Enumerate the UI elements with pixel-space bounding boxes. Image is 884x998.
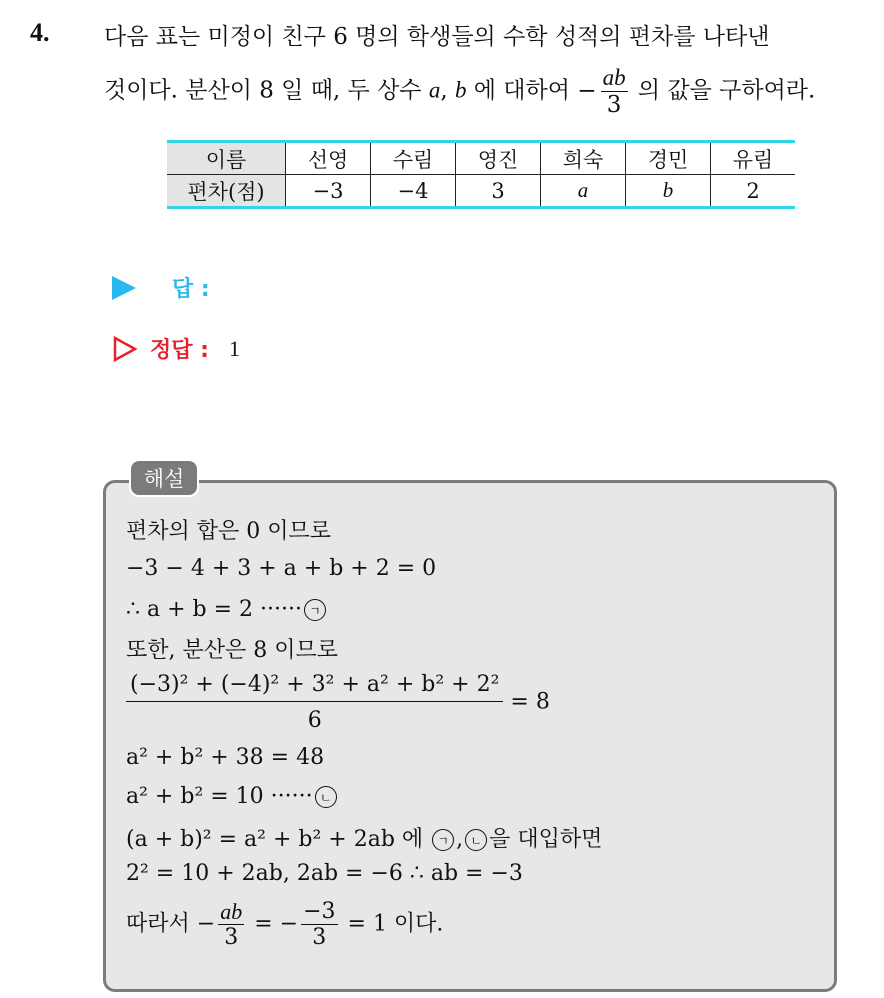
var-a: a xyxy=(428,77,441,103)
question-line-2-pre: 것이다. 분산이 8 일 때, 두 상수 xyxy=(104,77,422,104)
explanation-line-4: 또한, 분산은 8 이므로 xyxy=(126,638,338,663)
ab-over-3-fraction xyxy=(601,66,628,117)
explanation-tag: 해설 xyxy=(129,459,199,497)
circled-label-1: ㄱ xyxy=(304,599,326,621)
circled-label-1-ref: ㄱ xyxy=(432,829,454,851)
question-line-2-mid: 에 대하여 xyxy=(473,77,570,104)
line-10-minus: − xyxy=(196,911,216,937)
variance-rhs: = 8 xyxy=(510,689,550,715)
header-label: 이름 xyxy=(167,142,286,175)
correct-answer-row xyxy=(112,333,240,364)
line-8-pre: (a + b)² = a² + b² + 2ab 에 xyxy=(126,827,424,852)
deviation-cell: b xyxy=(626,175,711,208)
question-number: 4. xyxy=(30,18,50,47)
outline-triangle-icon xyxy=(112,336,138,362)
question-line-2-post: 의 값을 구하여라. xyxy=(637,77,816,104)
line-10-pre: 따라서 xyxy=(126,911,190,937)
explanation-line-6: a² + b² + 38 = 48 xyxy=(126,745,325,770)
name-cell: 경민 xyxy=(626,142,711,175)
line-3-text: ∴ a + b = 2 ······ xyxy=(126,597,302,622)
neg3-over-3-fraction xyxy=(301,900,337,949)
line-10-equals: = xyxy=(254,911,273,937)
value-label: 편차(점) xyxy=(167,175,286,208)
fraction-1-denominator: 3 xyxy=(224,925,239,951)
name-cell: 선영 xyxy=(286,142,371,175)
answer-label: 답 : xyxy=(172,277,210,302)
correct-answer-value: 1 xyxy=(228,335,240,361)
question-line-1: 다음 표는 미정이 친구 6 명의 학생들의 수학 성적의 편차를 나타낸 xyxy=(104,24,770,50)
filled-triangle-icon xyxy=(112,276,136,300)
deviation-cell: −4 xyxy=(371,175,456,208)
correct-answer-label: 정답 : xyxy=(150,338,209,363)
deviation-cell: −3 xyxy=(286,175,371,208)
fraction-denominator: 3 xyxy=(606,92,622,119)
line-7-text: a² + b² = 10 ······ xyxy=(126,784,313,809)
name-cell: 유림 xyxy=(711,142,796,175)
explanation-line-9: 2² = 10 + 2ab, 2ab = −6 ∴ ab = −3 xyxy=(126,861,523,886)
name-cell: 영진 xyxy=(456,142,541,175)
variance-fraction xyxy=(126,672,503,733)
explanation-line-1: 편차의 합은 0 이므로 xyxy=(126,519,331,544)
explanation-line-8: (a + b)² = a² + b² + 2ab 에 ㄱ , ㄴ 을 대입하면 xyxy=(126,827,603,852)
explanation-line-7 xyxy=(126,784,339,809)
name-cell: 수림 xyxy=(371,142,456,175)
explanation-line-3 xyxy=(126,597,328,622)
deviation-row xyxy=(167,175,795,208)
variance-denominator: 6 xyxy=(307,708,322,733)
minus-sign: − xyxy=(577,77,597,104)
deviation-cell: 2 xyxy=(711,175,796,208)
line-8-post: 을 대입하면 xyxy=(489,827,603,852)
ab-over-3-fraction-2 xyxy=(218,900,244,949)
deviation-cell: a xyxy=(541,175,626,208)
explanation-line-5 xyxy=(126,672,550,733)
fraction-2-denominator: 3 xyxy=(312,925,327,951)
explanation-line-10: 따라서 − $\frac{ab}{3}$ = − $\frac{-3}{3}$ = 1 이다. xyxy=(126,899,444,951)
explanation-line-2: −3 − 4 + 3 + a + b + 2 = 0 xyxy=(126,556,437,581)
question-line-2 xyxy=(104,66,815,117)
deviation-table xyxy=(167,140,795,209)
name-row xyxy=(167,142,795,175)
circled-label-2: ㄴ xyxy=(315,786,337,808)
fraction-2-numerator: −3 xyxy=(303,899,336,924)
variance-numerator: (−3)² + (−4)² + 3² + a² + b² + 2² xyxy=(126,672,503,702)
fraction-numerator: ab xyxy=(601,66,628,92)
fraction-1-numerator: ab xyxy=(220,899,243,924)
answer-row xyxy=(112,272,210,303)
deviation-cell: 3 xyxy=(456,175,541,208)
var-b: b xyxy=(454,77,467,103)
comma: , xyxy=(440,77,448,104)
circled-label-2-ref: ㄴ xyxy=(465,829,487,851)
name-cell: 희숙 xyxy=(541,142,626,175)
line-10-post: = 1 이다. xyxy=(347,911,444,937)
